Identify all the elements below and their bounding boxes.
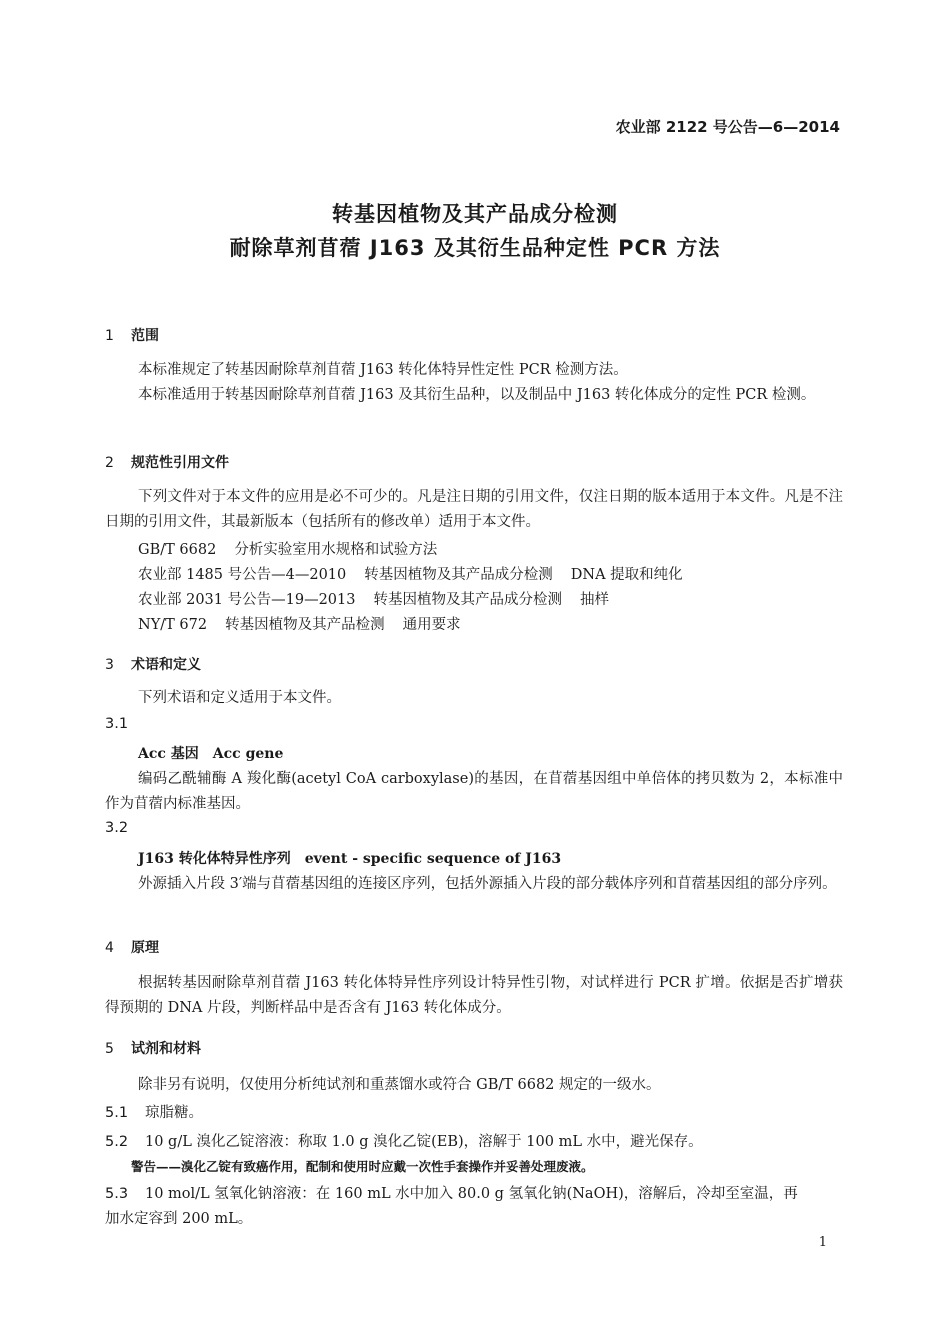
reagent-item — [105, 1182, 798, 1203]
item-text: 10 mol/L 氢氧化钠溶液：在 160 mL 水中加入 80.0 g 氢氧化钠(NaOH)，溶解后，冷却至室温，再 — [145, 1186, 798, 1202]
section-5-heading — [105, 1038, 201, 1058]
reference-title: 转基因植物及其产品成分检测 — [373, 592, 562, 608]
section-1-paragraph-1: 本标准规定了转基因耐除草剂苜蓿 J163 转化体特异性定性 PCR 检测方法。 — [138, 362, 628, 378]
item-text: 10 g/L 溴化乙锭溶液：称取 1.0 g 溴化乙锭(EB)，溶解于 100 mL 水中，避光保存。 — [145, 1134, 703, 1150]
title-line-2: 耐除草剂苜蓿 J163 及其衍生品种定性 PCR 方法 — [229, 236, 721, 260]
term-definition: 外源插入片段 3′端与苜蓿基因组的连接区序列，包括外源插入片段的部分载体序列和苜蓿基因组的部分序列。 — [138, 876, 837, 892]
section-title: 原理 — [131, 940, 159, 956]
reference-code: GB/T 6682 — [138, 542, 217, 558]
reference-item — [138, 563, 683, 584]
reagent-item — [105, 1101, 203, 1122]
reference-item — [138, 613, 461, 634]
section-number: 3 — [105, 657, 114, 673]
reference-item — [138, 588, 609, 609]
title-line-1: 转基因植物及其产品成分检测 — [332, 202, 618, 226]
section-2-paragraph-1: 下列文件对于本文件的应用是必不可少的。凡是注日期的引用文件，仅注日期的版本适用于本文件。凡是不注日期的引用文件，其最新版本（包括所有的修改单）适用于本文件。 — [105, 489, 843, 530]
section-number: 2 — [105, 455, 114, 471]
section-number: 1 — [105, 328, 114, 344]
reagent-item — [105, 1130, 703, 1151]
subsection-number: 3.2 — [105, 820, 129, 836]
term-definition: 编码乙酰辅酶 A 羧化酶(acetyl CoA carboxylase)的基因，在苜蓿基因组中单倍体的拷贝数为 2，本标准中作为苜蓿内标准基因。 — [105, 771, 843, 812]
item-number: 5.3 — [105, 1186, 129, 1202]
section-title: 术语和定义 — [131, 657, 201, 673]
reference-item — [138, 538, 437, 559]
reference-subtitle: DNA 提取和纯化 — [570, 567, 683, 583]
reference-code: 农业部 1485 号公告—4—2010 — [138, 567, 347, 583]
page-number: 1 — [818, 1235, 827, 1250]
reference-title: 转基因植物及其产品检测 — [225, 617, 385, 633]
section-title: 范围 — [131, 328, 159, 344]
standard-code: 农业部 2122 号公告—6—2014 — [615, 118, 840, 136]
section-number: 5 — [105, 1041, 114, 1057]
reagent-item-continuation: 加水定容到 200 mL。 — [105, 1211, 253, 1227]
section-2-heading — [105, 452, 229, 472]
section-3-paragraph-1: 下列术语和定义适用于本文件。 — [138, 690, 341, 706]
subsection-number: 3.1 — [105, 716, 129, 732]
term-heading: J163 转化体特异性序列 event - specific sequence of J163 — [138, 851, 562, 867]
section-title: 规范性引用文件 — [131, 455, 229, 471]
term-heading: Acc 基因 Acc gene — [138, 746, 284, 762]
reference-code: NY/T 672 — [138, 617, 208, 633]
reference-subtitle: 通用要求 — [402, 617, 461, 633]
section-4-paragraph-1: 根据转基因耐除草剂苜蓿 J163 转化体特异性序列设计特异性引物，对试样进行 PCR 扩增。依据是否扩增获得预期的 DNA 片段，判断样品中是否含有 J163 转化体成分。 — [105, 975, 843, 1016]
section-1-heading — [105, 325, 159, 345]
section-title: 试剂和材料 — [131, 1041, 201, 1057]
section-number: 4 — [105, 940, 114, 956]
section-3-heading — [105, 654, 201, 674]
item-number: 5.1 — [105, 1105, 129, 1121]
section-1-paragraph-2: 本标准适用于转基因耐除草剂苜蓿 J163 及其衍生品种，以及制品中 J163 转化体成分的定性 PCR 检测。 — [138, 387, 816, 403]
reference-subtitle: 抽样 — [579, 592, 609, 608]
item-text: 琼脂糖。 — [145, 1105, 203, 1121]
warning-note: 警告——溴化乙锭有致癌作用，配制和使用时应戴一次性手套操作并妥善处理废液。 — [131, 1159, 594, 1174]
section-5-paragraph-1: 除非另有说明，仅使用分析纯试剂和重蒸馏水或符合 GB/T 6682 规定的一级水。 — [138, 1077, 661, 1093]
item-number: 5.2 — [105, 1134, 129, 1150]
section-4-heading — [105, 937, 159, 957]
reference-code: 农业部 2031 号公告—19—2013 — [138, 592, 356, 608]
reference-title: 转基因植物及其产品成分检测 — [364, 567, 553, 583]
reference-title: 分析实验室用水规格和试验方法 — [234, 542, 438, 558]
